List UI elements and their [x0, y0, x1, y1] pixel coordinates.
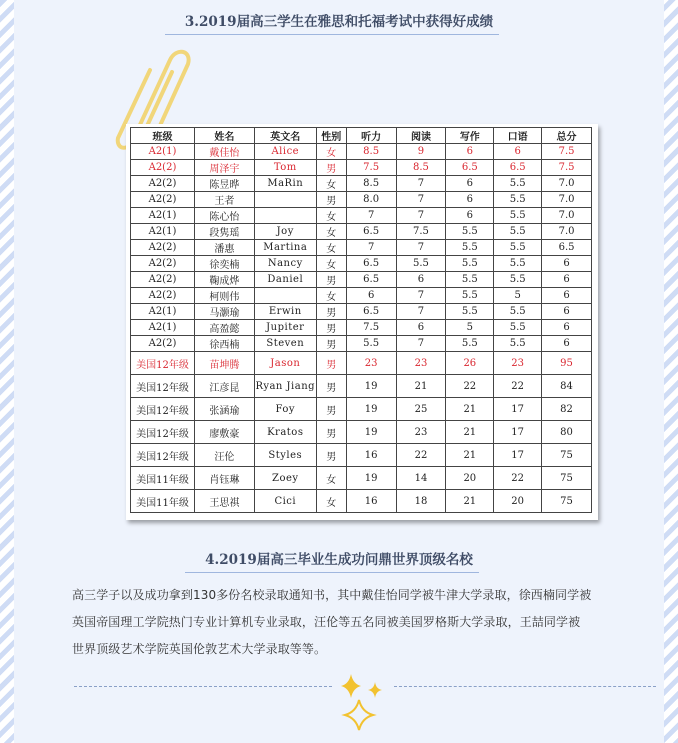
sparkle-icon — [339, 672, 389, 734]
table-row — [131, 240, 592, 256]
name-cell: 陈昱晔 — [194, 176, 254, 192]
reading-cell: 7 — [396, 240, 446, 256]
name-cell: 高盈懿 — [194, 320, 254, 336]
class-cell: 美国12年级 — [131, 352, 195, 375]
reading-cell: 25 — [396, 398, 446, 421]
table-header-row — [131, 128, 592, 144]
name-cell: 江彦昆 — [194, 375, 254, 398]
english-name-cell: Joy — [254, 224, 316, 240]
english-name-cell: Styles — [254, 444, 316, 467]
speaking-cell: 5.5 — [494, 304, 542, 320]
english-name-cell: Jason — [254, 352, 316, 375]
section-4-heading — [14, 548, 664, 573]
reading-cell: 7 — [396, 288, 446, 304]
name-cell: 徐西楠 — [194, 336, 254, 352]
divider-right — [394, 686, 656, 687]
total-cell: 6.5 — [542, 240, 592, 256]
reading-cell: 18 — [396, 490, 446, 513]
speaking-cell: 5.5 — [494, 256, 542, 272]
english-name-cell: Steven — [254, 336, 316, 352]
writing-cell: 21 — [446, 490, 494, 513]
english-name-cell: Nancy — [254, 256, 316, 272]
writing-cell: 21 — [446, 421, 494, 444]
listening-cell: 7.5 — [346, 320, 396, 336]
class-cell: 美国12年级 — [131, 421, 195, 444]
english-name-cell: MaRin — [254, 176, 316, 192]
gender-cell: 女 — [316, 467, 346, 490]
listening-cell: 7.5 — [346, 160, 396, 176]
class-cell: A2(2) — [131, 240, 195, 256]
listening-cell: 23 — [346, 352, 396, 375]
gender-cell: 男 — [316, 192, 346, 208]
table-row — [131, 288, 592, 304]
total-cell: 82 — [542, 398, 592, 421]
name-cell: 柯则伟 — [194, 288, 254, 304]
listening-cell: 8.0 — [346, 192, 396, 208]
name-cell: 徐奕楠 — [194, 256, 254, 272]
table-row — [131, 320, 592, 336]
name-cell: 周泽宇 — [194, 160, 254, 176]
english-name-cell — [254, 192, 316, 208]
english-name-cell — [254, 288, 316, 304]
gender-cell: 女 — [316, 208, 346, 224]
paragraph-line: 高三学子以及成功拿到130多份名校录取通知书，其中戴佳怡同学被牛津大学录取，徐西楠同学被 — [72, 588, 592, 602]
gender-cell: 女 — [316, 490, 346, 513]
speaking-cell: 5.5 — [494, 272, 542, 288]
reading-cell: 7 — [396, 336, 446, 352]
reading-cell: 9 — [396, 144, 446, 160]
listening-cell: 19 — [346, 467, 396, 490]
name-cell: 肖钰琳 — [194, 467, 254, 490]
speaking-cell: 20 — [494, 490, 542, 513]
reading-cell: 7 — [396, 208, 446, 224]
score-table — [130, 127, 592, 513]
column-header: 班级 — [131, 128, 195, 144]
content-panel — [14, 0, 664, 743]
class-cell: A2(1) — [131, 320, 195, 336]
table-row — [131, 490, 592, 513]
gender-cell: 男 — [316, 304, 346, 320]
table-row — [131, 398, 592, 421]
writing-cell: 5.5 — [446, 272, 494, 288]
table-row — [131, 304, 592, 320]
listening-cell: 19 — [346, 421, 396, 444]
listening-cell: 7 — [346, 208, 396, 224]
table-row — [131, 421, 592, 444]
listening-cell: 7 — [346, 240, 396, 256]
total-cell: 80 — [542, 421, 592, 444]
name-cell: 陈心怡 — [194, 208, 254, 224]
listening-cell: 19 — [346, 375, 396, 398]
reading-cell: 5.5 — [396, 256, 446, 272]
name-cell: 汪伦 — [194, 444, 254, 467]
total-cell: 6 — [542, 304, 592, 320]
class-cell: A2(1) — [131, 304, 195, 320]
paragraph-line: 英国帝国理工学院热门专业计算机专业录取，汪伦等五名同被美国罗格斯大学录取，王喆同学被 — [72, 615, 581, 629]
gender-cell: 男 — [316, 320, 346, 336]
listening-cell: 8.5 — [346, 144, 396, 160]
listening-cell: 6.5 — [346, 224, 396, 240]
total-cell: 95 — [542, 352, 592, 375]
class-cell: 美国12年级 — [131, 375, 195, 398]
table-row — [131, 224, 592, 240]
name-cell: 潘惠 — [194, 240, 254, 256]
column-header: 听力 — [346, 128, 396, 144]
column-header: 阅读 — [396, 128, 446, 144]
section-3-title: 3.2019届高三学生在雅思和托福考试中获得好成绩 — [179, 10, 499, 35]
speaking-cell: 5.5 — [494, 224, 542, 240]
reading-cell: 7 — [396, 176, 446, 192]
total-cell: 7.5 — [542, 160, 592, 176]
speaking-cell: 5.5 — [494, 176, 542, 192]
total-cell: 7.5 — [542, 144, 592, 160]
writing-cell: 5.5 — [446, 336, 494, 352]
speaking-cell: 17 — [494, 421, 542, 444]
section-4-title: 4.2019届高三毕业生成功问鼎世界顶级名校 — [199, 548, 479, 573]
class-cell: A2(2) — [131, 192, 195, 208]
reading-cell: 23 — [396, 421, 446, 444]
speaking-cell: 5.5 — [494, 192, 542, 208]
listening-cell: 6.5 — [346, 304, 396, 320]
writing-cell: 20 — [446, 467, 494, 490]
name-cell: 苗坤腾 — [194, 352, 254, 375]
class-cell: A2(2) — [131, 288, 195, 304]
english-name-cell: Zoey — [254, 467, 316, 490]
reading-cell: 21 — [396, 375, 446, 398]
writing-cell: 6 — [446, 176, 494, 192]
table-row — [131, 144, 592, 160]
listening-cell: 8.5 — [346, 176, 396, 192]
listening-cell: 19 — [346, 398, 396, 421]
listening-cell: 6 — [346, 288, 396, 304]
speaking-cell: 6.5 — [494, 160, 542, 176]
class-cell: 美国12年级 — [131, 398, 195, 421]
table-row — [131, 176, 592, 192]
gender-cell: 男 — [316, 398, 346, 421]
admissions-paragraph — [72, 582, 612, 663]
gender-cell: 男 — [316, 375, 346, 398]
reading-cell: 23 — [396, 352, 446, 375]
name-cell: 马灏瑜 — [194, 304, 254, 320]
score-table-image — [126, 124, 598, 520]
total-cell: 6 — [542, 272, 592, 288]
gender-cell: 女 — [316, 224, 346, 240]
column-header: 总分 — [542, 128, 592, 144]
writing-cell: 5.5 — [446, 224, 494, 240]
writing-cell: 5 — [446, 320, 494, 336]
writing-cell: 22 — [446, 375, 494, 398]
writing-cell: 6 — [446, 208, 494, 224]
speaking-cell: 5.5 — [494, 240, 542, 256]
english-name-cell: Foy — [254, 398, 316, 421]
name-cell: 廖敷豪 — [194, 421, 254, 444]
speaking-cell: 6 — [494, 144, 542, 160]
english-name-cell: Daniel — [254, 272, 316, 288]
gender-cell: 男 — [316, 160, 346, 176]
name-cell: 戴佳怡 — [194, 144, 254, 160]
writing-cell: 5.5 — [446, 304, 494, 320]
class-cell: A2(1) — [131, 144, 195, 160]
total-cell: 6 — [542, 256, 592, 272]
class-cell: 美国11年级 — [131, 467, 195, 490]
class-cell: A2(2) — [131, 160, 195, 176]
speaking-cell: 17 — [494, 444, 542, 467]
listening-cell: 16 — [346, 444, 396, 467]
listening-cell: 6.5 — [346, 256, 396, 272]
total-cell: 6 — [542, 288, 592, 304]
class-cell: 美国11年级 — [131, 490, 195, 513]
class-cell: 美国12年级 — [131, 444, 195, 467]
listening-cell: 16 — [346, 490, 396, 513]
gender-cell: 男 — [316, 444, 346, 467]
gender-cell: 男 — [316, 421, 346, 444]
class-cell: A2(2) — [131, 256, 195, 272]
speaking-cell: 5 — [494, 288, 542, 304]
table-row — [131, 160, 592, 176]
gender-cell: 男 — [316, 352, 346, 375]
name-cell: 鞠成烨 — [194, 272, 254, 288]
writing-cell: 5.5 — [446, 256, 494, 272]
english-name-cell: Jupiter — [254, 320, 316, 336]
column-header: 口语 — [494, 128, 542, 144]
divider-left — [74, 686, 332, 687]
total-cell: 84 — [542, 375, 592, 398]
english-name-cell: Martina — [254, 240, 316, 256]
table-row — [131, 208, 592, 224]
speaking-cell: 5.5 — [494, 208, 542, 224]
writing-cell: 21 — [446, 398, 494, 421]
total-cell: 6 — [542, 320, 592, 336]
class-cell: A2(1) — [131, 224, 195, 240]
reading-cell: 7 — [396, 192, 446, 208]
gender-cell: 男 — [316, 272, 346, 288]
listening-cell: 6.5 — [346, 272, 396, 288]
reading-cell: 14 — [396, 467, 446, 490]
gender-cell: 女 — [316, 240, 346, 256]
english-name-cell — [254, 208, 316, 224]
name-cell: 张涵瑜 — [194, 398, 254, 421]
gender-cell: 女 — [316, 144, 346, 160]
total-cell: 75 — [542, 444, 592, 467]
class-cell: A2(2) — [131, 272, 195, 288]
total-cell: 6 — [542, 336, 592, 352]
english-name-cell: Erwin — [254, 304, 316, 320]
table-row — [131, 375, 592, 398]
writing-cell: 26 — [446, 352, 494, 375]
reading-cell: 7.5 — [396, 224, 446, 240]
name-cell: 王者 — [194, 192, 254, 208]
table-row — [131, 467, 592, 490]
speaking-cell: 23 — [494, 352, 542, 375]
table-row — [131, 352, 592, 375]
speaking-cell: 5.5 — [494, 336, 542, 352]
gender-cell: 女 — [316, 288, 346, 304]
class-cell: A2(1) — [131, 208, 195, 224]
reading-cell: 6 — [396, 272, 446, 288]
total-cell: 7.0 — [542, 192, 592, 208]
total-cell: 7.0 — [542, 208, 592, 224]
english-name-cell: Kratos — [254, 421, 316, 444]
class-cell: A2(2) — [131, 176, 195, 192]
total-cell: 7.0 — [542, 224, 592, 240]
writing-cell: 21 — [446, 444, 494, 467]
name-cell: 段隽瑶 — [194, 224, 254, 240]
english-name-cell: Alice — [254, 144, 316, 160]
table-row — [131, 444, 592, 467]
class-cell: A2(2) — [131, 336, 195, 352]
speaking-cell: 5.5 — [494, 320, 542, 336]
name-cell: 王思祺 — [194, 490, 254, 513]
english-name-cell: Cici — [254, 490, 316, 513]
reading-cell: 22 — [396, 444, 446, 467]
table-row — [131, 336, 592, 352]
reading-cell: 7 — [396, 304, 446, 320]
total-cell: 7.0 — [542, 176, 592, 192]
total-cell: 75 — [542, 467, 592, 490]
column-header: 姓名 — [194, 128, 254, 144]
writing-cell: 5.5 — [446, 240, 494, 256]
table-row — [131, 256, 592, 272]
english-name-cell: Ryan Jiang — [254, 375, 316, 398]
gender-cell: 女 — [316, 176, 346, 192]
writing-cell: 6.5 — [446, 160, 494, 176]
paragraph-line: 世界顶级艺术学院英国伦敦艺术大学录取等等。 — [72, 642, 327, 656]
writing-cell: 5.5 — [446, 288, 494, 304]
gender-cell: 男 — [316, 336, 346, 352]
gender-cell: 女 — [316, 256, 346, 272]
total-cell: 75 — [542, 490, 592, 513]
table-row — [131, 192, 592, 208]
listening-cell: 5.5 — [346, 336, 396, 352]
column-header: 写作 — [446, 128, 494, 144]
speaking-cell: 22 — [494, 375, 542, 398]
column-header: 英文名 — [254, 128, 316, 144]
reading-cell: 6 — [396, 320, 446, 336]
english-name-cell: Tom — [254, 160, 316, 176]
column-header: 性别 — [316, 128, 346, 144]
speaking-cell: 17 — [494, 398, 542, 421]
reading-cell: 8.5 — [396, 160, 446, 176]
table-row — [131, 272, 592, 288]
writing-cell: 6 — [446, 192, 494, 208]
speaking-cell: 22 — [494, 467, 542, 490]
section-3-heading — [14, 10, 664, 35]
writing-cell: 6 — [446, 144, 494, 160]
